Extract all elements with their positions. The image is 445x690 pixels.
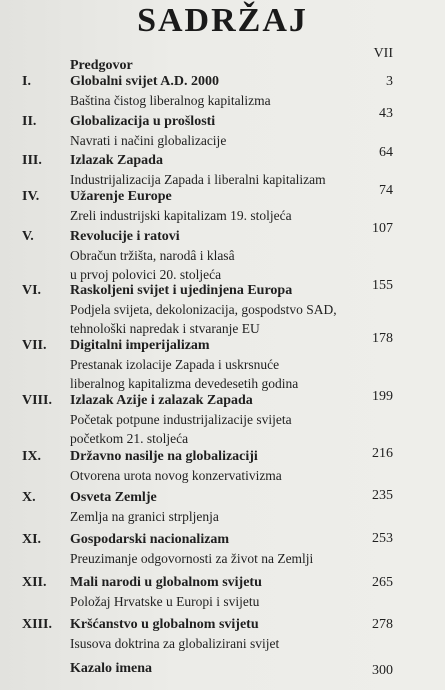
chapter-subtitle: Podjela svijeta, dekolonizacija, gospodstvo SAD, xyxy=(70,302,337,317)
chapter-subtitle: tehnološki napredak i stvaranje EU xyxy=(70,321,260,336)
chapter-number: IX. xyxy=(22,449,42,464)
chapter-page: 74 xyxy=(379,183,393,198)
chapter-subtitle: u prvoj polovici 20. stoljeća xyxy=(70,267,222,282)
chapter-subtitle: Početak potpune industrijalizacije svijeta xyxy=(70,412,292,427)
chapter-number: XII. xyxy=(22,575,47,590)
chapter-number: X. xyxy=(22,490,36,505)
chapter-title: Kršćanstvo u globalnom svijetu xyxy=(70,617,259,632)
chapter-page: 43 xyxy=(379,106,393,121)
chapter-title: Osveta Zemlje xyxy=(70,490,157,505)
chapter-subtitle: Preuzimanje odgovornosti za život na Zemlji xyxy=(70,551,314,566)
chapter-subtitle: Isusova doktrina za globalizirani svijet xyxy=(70,636,280,651)
chapter-number: VI. xyxy=(22,283,42,298)
chapter-number: III. xyxy=(22,153,42,168)
chapter-page: 265 xyxy=(372,575,393,590)
chapter-page: 235 xyxy=(372,488,393,503)
chapter-title: Izlazak Zapada xyxy=(70,153,163,168)
foreword-page: VII xyxy=(373,46,393,61)
chapter-title: Revolucije i ratovi xyxy=(70,229,180,244)
chapter-number: V. xyxy=(22,229,34,244)
chapter-number: XI. xyxy=(22,532,42,547)
chapter-subtitle: Položaj Hrvatske u Europi i svijetu xyxy=(70,594,260,609)
chapter-page: 155 xyxy=(372,278,393,293)
chapter-subtitle: Obračun tržišta, narodâ i klasâ xyxy=(70,248,235,263)
chapter-subtitle: liberalnog kapitalizma devedesetih godina xyxy=(70,376,299,391)
chapter-page: 3 xyxy=(386,74,393,89)
foreword-label: Predgovor xyxy=(70,58,133,73)
chapter-subtitle: Industrijalizacija Zapada i liberalni kapitalizam xyxy=(70,172,326,187)
chapter-subtitle: Zemlja na granici strpljenja xyxy=(70,509,219,524)
chapter-page: 64 xyxy=(379,145,393,160)
chapter-number: I. xyxy=(22,74,31,89)
chapter-number: II. xyxy=(22,114,37,129)
chapter-subtitle: početkom 21. stoljeća xyxy=(70,431,189,446)
chapter-title: Raskoljeni svijet i ujedinjena Europa xyxy=(70,283,293,298)
index-page: 300 xyxy=(372,663,393,678)
page-title: SADRŽAJ xyxy=(137,2,308,39)
chapter-page: 199 xyxy=(372,389,393,404)
index-label: Kazalo imena xyxy=(70,661,153,676)
chapter-subtitle: Baština čistog liberalnog kapitalizma xyxy=(70,93,271,108)
chapter-subtitle: Zreli industrijski kapitalizam 19. stoljeća xyxy=(70,208,292,223)
chapter-title: Mali narodi u globalnom svijetu xyxy=(70,575,262,590)
chapter-subtitle: Otvorena urota novog konzervativizma xyxy=(70,468,282,483)
chapter-subtitle: Prestanak izolacije Zapada i uskrsnuće xyxy=(70,357,280,372)
chapter-title: Gospodarski nacionalizam xyxy=(70,532,230,547)
chapter-page: 107 xyxy=(372,221,393,236)
chapter-number: VIII. xyxy=(22,393,52,408)
chapter-number: XIII. xyxy=(22,617,52,632)
chapter-number: IV. xyxy=(22,189,40,204)
chapter-number: VII. xyxy=(22,338,47,353)
chapter-title: Globalni svijet A.D. 2000 xyxy=(70,74,219,89)
chapter-title: Državno nasilje na globalizaciji xyxy=(70,449,258,464)
chapter-title: Užarenje Europe xyxy=(70,189,172,204)
chapter-page: 216 xyxy=(372,446,393,461)
chapter-page: 253 xyxy=(372,531,393,546)
chapter-title: Izlazak Azije i zalazak Zapada xyxy=(70,393,253,408)
chapter-title: Globalizacija u prošlosti xyxy=(70,114,216,129)
chapter-subtitle: Navrati i načini globalizacije xyxy=(70,133,227,148)
chapter-title: Digitalni imperijalizam xyxy=(70,338,210,353)
chapter-page: 178 xyxy=(372,331,393,346)
chapter-page: 278 xyxy=(372,617,393,632)
